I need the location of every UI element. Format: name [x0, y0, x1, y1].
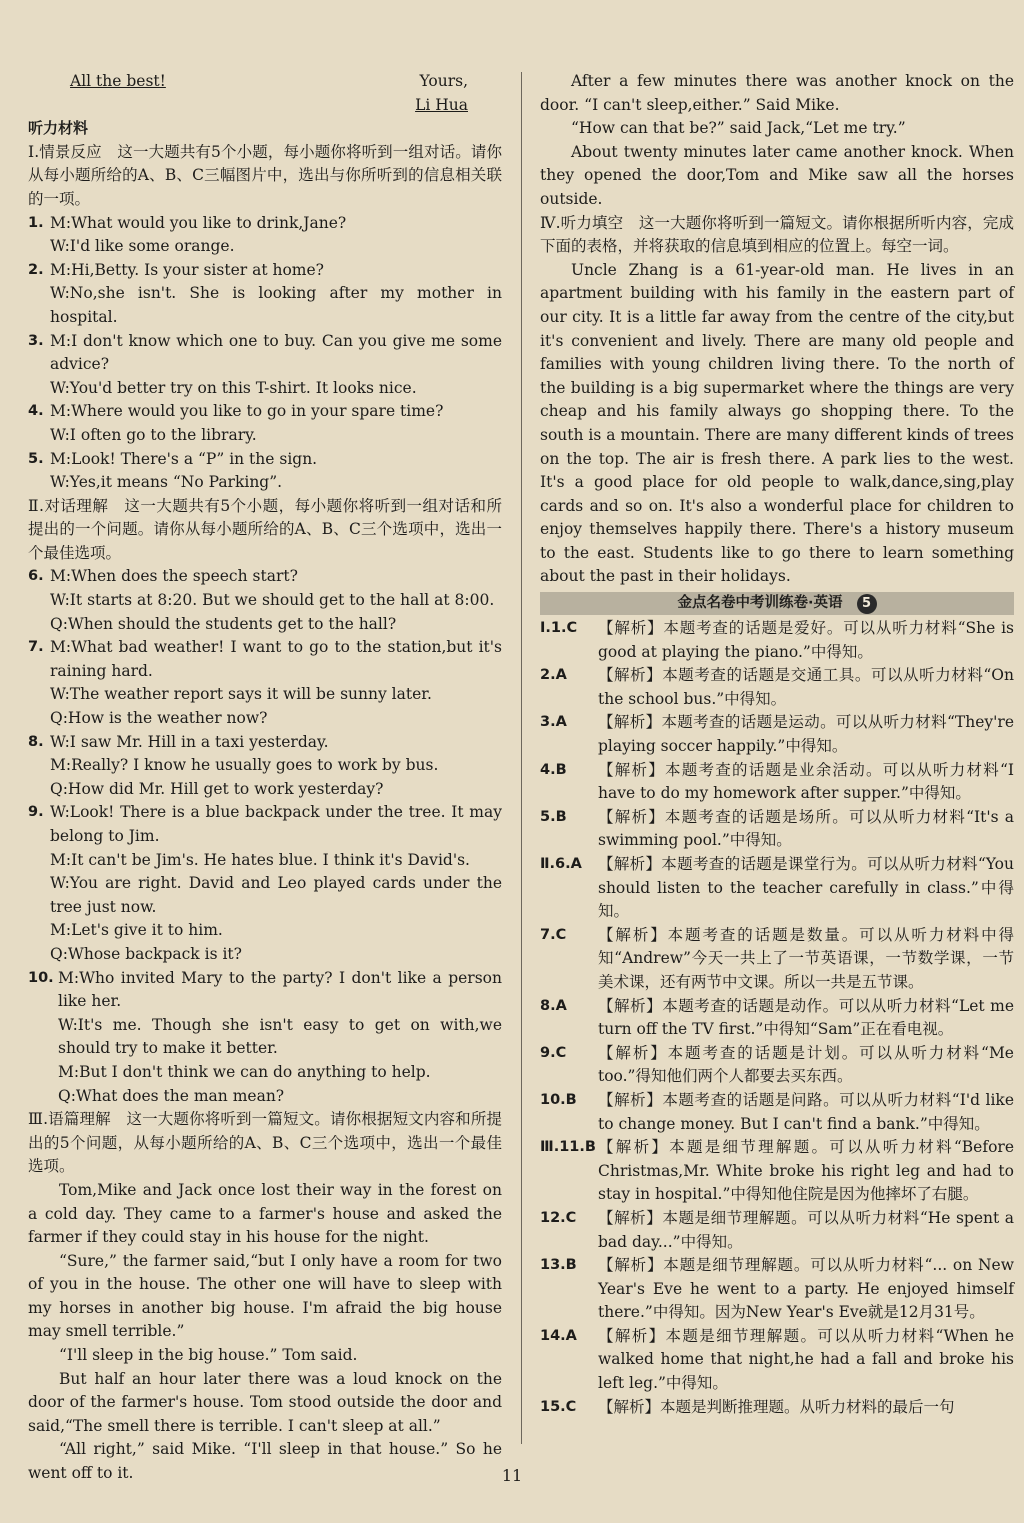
- answer-explanation: 【解析】本题是细节理解题。可以从听力材料“Before Christmas,Mr. White broke his right leg and had to stay in hospital.”中得知他住院是因为他摔坏了右腿。: [598, 1138, 1014, 1204]
- answer-key: 2.A: [540, 667, 567, 684]
- answer-key: 14.A: [540, 1327, 577, 1344]
- answer-key: 4.B: [540, 761, 567, 778]
- dialogue-text: M:What would you like to drink,Jane?: [50, 213, 347, 232]
- dialogue-line: [28, 613, 502, 637]
- dialogue-text: Q:Whose backpack is it?: [50, 944, 242, 963]
- dialogue-text: W:I'd like some orange.: [50, 237, 235, 256]
- answer-item: [540, 1089, 1014, 1136]
- question-number: [28, 1085, 58, 1109]
- question-number: 6.: [28, 568, 44, 585]
- answer-key: 12.C: [540, 1209, 577, 1226]
- dialogue-text: W:The weather report says it will be sunny later.: [50, 685, 432, 704]
- dialogue-text: M:But I don't think we can do anything to help.: [58, 1062, 431, 1081]
- dialogue-line: [28, 754, 502, 778]
- question-number: [28, 1014, 58, 1061]
- dialogue-text: M:Where would you like to go in your spare time?: [50, 402, 444, 421]
- answer-explanation: 【解析】本题考查的话题是场所。可以从听力材料“It's a swimming pool.”中得知。: [598, 807, 1014, 850]
- answer-explanation: 【解析】本题考查的话题是课堂行为。可以从听力材料“You should listen to the teacher carefully in class.”中得知。: [598, 855, 1014, 921]
- question-number: [28, 424, 50, 448]
- dialogue-line-first: [28, 967, 502, 1014]
- dialogue-text: W:I often go to the library.: [50, 425, 257, 444]
- answer-explanation: 【解析】本题考查的话题是爱好。可以从听力材料“She is good at playing the piano.”中得知。: [598, 619, 1014, 661]
- dialogue-text: Q:How did Mr. Hill get to work yesterday?: [50, 779, 384, 798]
- dialogue-line-first: [28, 801, 502, 848]
- question-number: [28, 613, 50, 637]
- question-number: [28, 235, 50, 259]
- question-number: 8.: [28, 733, 44, 750]
- answer-item: [540, 617, 1014, 664]
- dialogue-line: [28, 919, 502, 943]
- dialogue-line: [28, 872, 502, 919]
- letter-closing: All the best!: [70, 72, 166, 90]
- dialogue-line-first: [28, 731, 502, 755]
- dialogue-line: [28, 1014, 502, 1061]
- answer-item: [540, 759, 1014, 806]
- section-4-paragraph: Uncle Zhang is a 61-year-old man. He lives in an apartment building with his family in the eastern part of our city. It is a little far away from the centre of the city,but it's convenient and lively. There are many old people and families with young children living there. To the north of the building is a big supermarket where the things are very cheap and his family always go shopping there. To the south is a mountain. There are many different kinds of trees on the top. The air is fresh there. A park lies to the west. It's a good place for old people to walk,dance,sing,play cards and so on. It's also a wonderful place for children to enjoy themselves happily there. There's a history museum to the east. Students like to go there to learn something about the past in their holidays.: [540, 260, 1014, 586]
- dialogue-text: W:You are right. David and Leo played cards under the tree just now.: [50, 874, 502, 916]
- dialogue-text: M:Look! There's a “P” in the sign.: [50, 449, 318, 468]
- banner-title: 金点名卷中考训练卷·英语: [677, 594, 843, 611]
- answer-item: [540, 924, 1014, 995]
- dialogue-text: M:Hi,Betty. Is your sister at home?: [50, 260, 324, 279]
- answer-item: [540, 664, 1014, 711]
- dialogue-line: [28, 683, 502, 707]
- section-2-heading: Ⅱ.对话理解 这一大题共有5个小题，每小题你将听到一组对话和所提出的一个问题。请你从每小题所给的A、B、C三个选项中，选出一个最佳选项。: [28, 496, 502, 562]
- answer-key: 13.B: [540, 1257, 577, 1274]
- letter-signoff: [70, 70, 468, 94]
- answer-explanation: 【解析】本题考查的话题是业余活动。可以从听力材料“I have to do my homework after supper.”中得知。: [598, 760, 1014, 803]
- answer-explanation: 【解析】本题考查的话题是交通工具。可以从听力材料“On the school bus.”中得知。: [598, 666, 1014, 708]
- answer-key: Ⅲ.11.B: [540, 1139, 596, 1156]
- page-number: 11: [501, 1466, 523, 1485]
- dialogue-line-first: [28, 565, 502, 589]
- section-4-heading: Ⅳ.听力填空 这一大题你将听到一篇短文。请你根据所听内容，完成下面的表格，并将获取的信息填到相应的位置上。每空一词。: [540, 213, 1014, 256]
- answer-item: [540, 806, 1014, 853]
- answer-item: [540, 995, 1014, 1042]
- answer-item: [540, 853, 1014, 924]
- answer-key: 7.C: [540, 926, 567, 943]
- dialogue-text: W:Look! There is a blue backpack under the tree. It may belong to Jim.: [50, 803, 502, 845]
- letter-yours: Yours,: [419, 72, 468, 90]
- dialogue-line: [28, 707, 502, 731]
- dialogue-text: M:It can't be Jim's. He hates blue. I think it's David's.: [50, 850, 470, 869]
- dialogue-line: [28, 424, 502, 448]
- dialogue-line: [28, 778, 502, 802]
- dialogue-text: M:I don't know which one to buy. Can you give me some advice?: [50, 331, 502, 374]
- dialogue-text: M:What bad weather! I want to go to the station,but it's raining hard.: [50, 638, 502, 680]
- answer-item: [540, 1042, 1014, 1089]
- answer-key: 8.A: [540, 997, 567, 1014]
- dialogue-text: M:Who invited Mary to the party? I don't like a person like her.: [58, 968, 502, 1011]
- dialogue-line: [28, 471, 502, 495]
- letter-signature-row: [28, 94, 468, 118]
- story-paragraph: But half an hour later there was a loud knock on the door of the farmer's house. Tom stood outside the door and said,“The smell there is terrible. I can't sleep at all.”: [28, 1369, 502, 1435]
- dialogue-line-first: [28, 330, 502, 377]
- question-number: 7.: [28, 639, 44, 656]
- dialogue-line: [28, 589, 502, 613]
- dialogue-line: [28, 1061, 502, 1085]
- answer-item: [540, 1396, 1014, 1420]
- answer-explanation: 【解析】本题是细节理解题。可以从听力材料“When he walked home that night,he had a fall and broke his left leg.”中得知。: [598, 1326, 1014, 1393]
- answer-key: 3.A: [540, 714, 567, 731]
- story-paragraph: About twenty minutes later came another knock. When they opened the door,Tom and Mike saw all the horses outside.: [540, 142, 1014, 208]
- answer-explanation: 【解析】本题考查的话题是数量。可以从听力材料中得知“Andrew”今天一共上了一节英语课，一节数学课，一节美术课，还有两节中文课。所以一共是五节课。: [598, 925, 1014, 991]
- section-1-heading: Ⅰ.情景反应 这一大题共有5个小题，每小题你将听到一组对话。请你从每小题所给的A、B、C三幅图片中，选出与你所听到的信息相关联的一项。: [28, 142, 502, 208]
- dialogue-text: M:Let's give it to him.: [50, 921, 223, 940]
- section-3-heading: Ⅲ.语篇理解 这一大题你将听到一篇短文。请你根据短文内容和所提出的5个问题，从每小题所给的A、B、C三个选项中，选出一个最佳选项。: [28, 1110, 502, 1176]
- question-number: 3.: [28, 332, 44, 349]
- dialogue-line-first: [28, 212, 502, 236]
- answer-key: Ⅱ.6.A: [540, 856, 582, 872]
- dialogue-text: M:When does the speech start?: [50, 567, 298, 586]
- dialogue-line: [28, 235, 502, 259]
- story-paragraph: “All right,” said Mike. “I'll sleep in that house.” So he went off to it.: [28, 1440, 502, 1483]
- dialogue-text: Q:How is the weather now?: [50, 709, 268, 728]
- dialogue-text: W:It starts at 8:20. But we should get to the hall at 8:00.: [50, 591, 495, 610]
- answer-item: [540, 1207, 1014, 1254]
- question-number: [28, 872, 50, 919]
- answer-key: 9.C: [540, 1044, 567, 1061]
- column-divider: [521, 72, 522, 1444]
- section-2-dialogues: [28, 565, 502, 1108]
- answer-explanation: 【解析】本题是细节理解题。可以从听力材料“He spent a bad day...”中得知。: [598, 1208, 1014, 1251]
- story-paragraph: Tom,Mike and Jack once lost their way in the forest on a cold day. They came to a farmer's house and asked the farmer if they could stay in his house for the night.: [28, 1180, 502, 1247]
- question-number: [28, 707, 50, 731]
- letter-signature: Li Hua: [415, 95, 468, 114]
- left-column: [28, 70, 502, 1486]
- question-number: [28, 377, 50, 401]
- question-number: [28, 471, 50, 495]
- dialogue-line: [28, 1085, 502, 1109]
- answer-explanation: 【解析】本题是细节理解题。可以从听力材料“... on New Year's Eve he went to a party. He enjoyed himself there.”中得知。因为New Year's Eve就是12月31号。: [598, 1256, 1014, 1322]
- question-number: 9.: [28, 804, 44, 821]
- question-number: 10.: [28, 969, 54, 986]
- dialogue-line-first: [28, 448, 502, 472]
- question-number: [28, 849, 50, 873]
- listening-heading: 听力材料: [28, 119, 89, 138]
- answer-item: [540, 711, 1014, 758]
- question-number: [28, 1061, 58, 1085]
- answer-item: [540, 1325, 1014, 1396]
- right-column: [540, 70, 1014, 1419]
- dialogue-line: [28, 943, 502, 967]
- answer-item: [540, 1136, 1014, 1207]
- story-paragraph: “Sure,” the farmer said,“but I only have a room for two of you in the house. The other one will have to sleep with my horses in another big house. I'm afraid the big house may smell terrible.”: [28, 1251, 502, 1341]
- dialogue-line: [28, 849, 502, 873]
- answer-explanation: 【解析】本题是判断推理题。从听力材料的最后一句: [598, 1397, 955, 1416]
- dialogue-text: W:I saw Mr. Hill in a taxi yesterday.: [50, 732, 329, 751]
- section-1-dialogues: [28, 212, 502, 495]
- dialogue-text: Q:What does the man mean?: [58, 1086, 285, 1105]
- dialogue-line-first: [28, 259, 502, 283]
- answer-list: [540, 617, 1014, 1419]
- banner-number-badge: 5: [857, 594, 877, 614]
- question-number: 1.: [28, 214, 44, 231]
- question-number: [28, 943, 50, 967]
- answer-explanation: 【解析】本题考查的话题是问路。可以从听力材料“I'd like to change money. But I can't find a bank.”中得知。: [598, 1090, 1014, 1133]
- answer-explanation: 【解析】本题考查的话题是动作。可以从听力材料“Let me turn off the TV first.”中得知“Sam”正在看电视。: [598, 996, 1014, 1039]
- dialogue-text: W:No,she isn't. She is looking after my mother in hospital.: [50, 284, 502, 326]
- question-number: [28, 754, 50, 778]
- dialogue-text: W:You'd better try on this T-shirt. It looks nice.: [50, 378, 417, 397]
- question-number: [28, 919, 50, 943]
- question-number: [28, 589, 50, 613]
- dialogue-text: W:Yes,it means “No Parking”.: [50, 473, 283, 492]
- story-paragraph: After a few minutes there was another knock on the door. “I can't sleep,either.” Said Mike.: [540, 72, 1014, 114]
- dialogue-text: M:Really? I know he usually goes to work by bus.: [50, 756, 439, 775]
- dialogue-line-first: [28, 400, 502, 424]
- dialogue-line-first: [28, 636, 502, 683]
- answer-key: 15.C: [540, 1398, 577, 1415]
- question-number: [28, 282, 50, 329]
- question-number: 5.: [28, 450, 44, 467]
- story-paragraph: “I'll sleep in the big house.” Tom said.: [59, 1346, 358, 1365]
- story-paragraph: “How can that be?” said Jack,“Let me try.”: [571, 119, 906, 138]
- dialogue-line: [28, 282, 502, 329]
- answer-explanation: 【解析】本题考查的话题是运动。可以从听力材料“They're playing soccer happily.”中得知。: [598, 713, 1014, 756]
- dialogue-text: Q:When should the students get to the hall?: [50, 614, 397, 633]
- dialogue-text: W:It's me. Though she isn't easy to get on with,we should try to make it better.: [58, 1015, 502, 1058]
- answer-explanation: 【解析】本题考查的话题是计划。可以从听力材料“Me too.”得知他们两个人都要去买东西。: [598, 1043, 1014, 1086]
- test-banner: [540, 592, 1014, 615]
- answer-key: Ⅰ.1.C: [540, 620, 578, 637]
- question-number: 4.: [28, 403, 44, 420]
- answer-key: 10.B: [540, 1091, 577, 1108]
- question-number: [28, 778, 50, 802]
- answer-key: 5.B: [540, 808, 567, 825]
- dialogue-line: [28, 377, 502, 401]
- question-number: [28, 683, 50, 707]
- question-number: 2.: [28, 261, 44, 278]
- answer-item: [540, 1254, 1014, 1325]
